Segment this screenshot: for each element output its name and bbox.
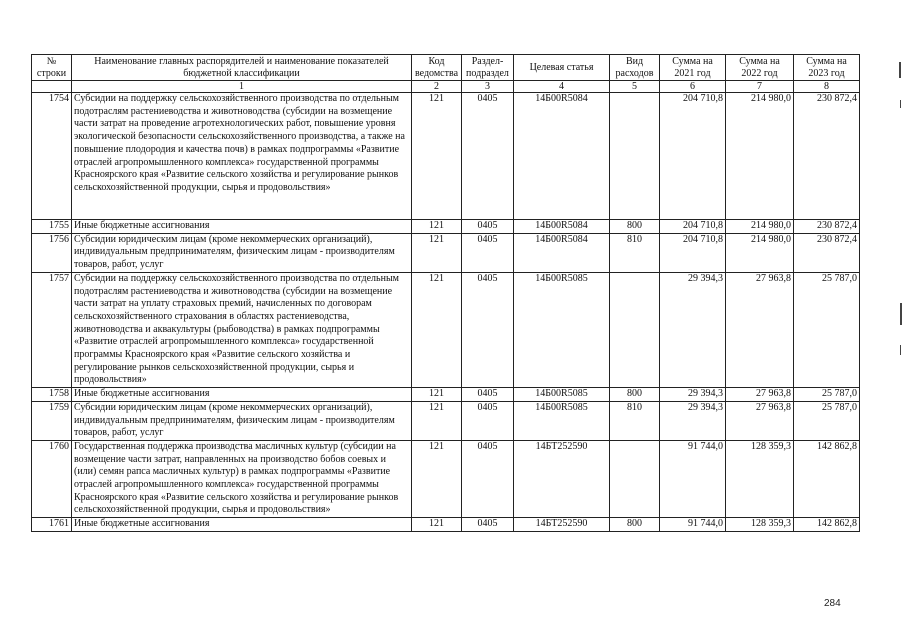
table-row (32, 401, 860, 440)
row-sum-2021: 29 394,3 (660, 388, 726, 402)
row-section: 0405 (462, 93, 514, 220)
row-number: 1761 (32, 518, 72, 532)
row-section: 0405 (462, 401, 514, 440)
row-target-article: 14БТ252590 (514, 518, 610, 532)
row-number: 1754 (32, 93, 72, 220)
row-sum-2021: 29 394,3 (660, 401, 726, 440)
row-expense-type: 800 (610, 388, 660, 402)
table-row (32, 518, 860, 532)
column-number: 2 (412, 81, 462, 93)
row-target-article: 14Б00R5085 (514, 272, 610, 387)
row-sum-2021: 204 710,8 (660, 93, 726, 220)
column-number: 1 (72, 81, 412, 93)
page-number: 284 (824, 598, 841, 609)
row-name: Субсидии на поддержку сельскохозяйственного производства по отдельным подотраслям растениеводства и животноводства (субсидии на возмещение части затрат на проведение агротехнологических работ, повышение уровня экологической безопасности сельскохозяйственного производства, а также на повышение плодородия и качества почв) в рамках подпрограммы «Развитие отраслей агропромышленного комплекса» государственной программы Красноярского края «Развитие сельского хозяйства и регулирование рынков сельскохозяйственной продукции, сырья и продовольствия» (72, 93, 412, 220)
row-sum-2021: 91 744,0 (660, 518, 726, 532)
row-expense-type (610, 272, 660, 387)
column-number: 7 (726, 81, 794, 93)
row-expense-type (610, 440, 660, 517)
row-number: 1760 (32, 440, 72, 517)
row-sum-2022: 27 963,8 (726, 272, 794, 387)
row-section: 0405 (462, 220, 514, 234)
header-expense-type: Вид расходов (610, 55, 660, 81)
row-sum-2021: 204 710,8 (660, 220, 726, 234)
row-sum-2022: 214 980,0 (726, 220, 794, 234)
row-ved-code: 121 (412, 272, 462, 387)
scan-edge-mark (900, 345, 901, 355)
row-target-article: 14Б00R5085 (514, 401, 610, 440)
table-row (32, 93, 860, 220)
row-expense-type: 800 (610, 518, 660, 532)
header-name: Наименование главных распорядителей и наименование показателей бюджетной классификации (72, 55, 412, 81)
header-row (32, 55, 860, 81)
row-number: 1759 (32, 401, 72, 440)
budget-table (31, 54, 860, 532)
row-sum-2023: 142 862,8 (794, 440, 860, 517)
row-target-article: 14Б00R5084 (514, 233, 610, 272)
row-section: 0405 (462, 440, 514, 517)
header-section: Раздел-подраздел (462, 55, 514, 81)
row-sum-2023: 25 787,0 (794, 388, 860, 402)
column-number: 8 (794, 81, 860, 93)
row-sum-2021: 29 394,3 (660, 272, 726, 387)
row-sum-2022: 128 359,3 (726, 518, 794, 532)
row-sum-2023: 230 872,4 (794, 220, 860, 234)
row-expense-type (610, 93, 660, 220)
header-sum-2023: Сумма на 2023 год (794, 55, 860, 81)
row-sum-2022: 128 359,3 (726, 440, 794, 517)
row-sum-2023: 25 787,0 (794, 272, 860, 387)
row-number: 1758 (32, 388, 72, 402)
row-ved-code: 121 (412, 401, 462, 440)
row-ved-code: 121 (412, 220, 462, 234)
row-section: 0405 (462, 518, 514, 532)
row-ved-code: 121 (412, 518, 462, 532)
row-sum-2021: 91 744,0 (660, 440, 726, 517)
row-name: Иные бюджетные ассигнования (72, 388, 412, 402)
row-expense-type: 800 (610, 220, 660, 234)
scan-edge-mark (900, 100, 901, 108)
table-row (32, 388, 860, 402)
row-name: Иные бюджетные ассигнования (72, 220, 412, 234)
row-ved-code: 121 (412, 440, 462, 517)
row-target-article: 14Б00R5084 (514, 93, 610, 220)
row-target-article: 14БТ252590 (514, 440, 610, 517)
row-name: Субсидии юридическим лицам (кроме некоммерческих организаций), индивидуальным предпринимателям, физическим лицам - производителям товаров, работ, услуг (72, 401, 412, 440)
row-sum-2022: 214 980,0 (726, 233, 794, 272)
scan-edge-mark (900, 303, 902, 325)
row-section: 0405 (462, 272, 514, 387)
column-number: 4 (514, 81, 610, 93)
row-sum-2022: 27 963,8 (726, 388, 794, 402)
row-ved-code: 121 (412, 93, 462, 220)
column-number-row (32, 81, 860, 93)
row-name: Государственная поддержка производства масличных культур (субсидии на возмещение части затрат, направленных на производство бобов соевых и (или) семян рапса масличных культур) в рамках подпрограммы «Развитие отраслей агропромышленного комплекса» государственной программы Красноярского края «Развитие сельского хозяйства и регулирование рынков сельскохозяйственной продукции, сырья и продовольствия» (72, 440, 412, 517)
header-ved-code: Код ведомства (412, 55, 462, 81)
table-row (32, 272, 860, 387)
column-number: 3 (462, 81, 514, 93)
row-sum-2022: 27 963,8 (726, 401, 794, 440)
row-sum-2022: 214 980,0 (726, 93, 794, 220)
row-sum-2023: 142 862,8 (794, 518, 860, 532)
row-target-article: 14Б00R5084 (514, 220, 610, 234)
row-section: 0405 (462, 388, 514, 402)
header-sum-2022: Сумма на 2022 год (726, 55, 794, 81)
scan-edge-mark (899, 62, 901, 78)
table-row (32, 233, 860, 272)
row-name: Субсидии юридическим лицам (кроме некоммерческих организаций), индивидуальным предпринимателям, физическим лицам - производителям товаров, работ, услуг (72, 233, 412, 272)
row-sum-2023: 230 872,4 (794, 93, 860, 220)
row-name: Субсидии на поддержку сельскохозяйственного производства по отдельным подотраслям растениеводства и животноводства (субсидии на возмещение части затрат на уплату страховых премий, начисленных по договорам сельскохозяйственного страхования в областях растениеводства, животноводства и аквакультуры (рыбоводства) в рамках подпрограммы «Развитие отраслей агропромышленного комплекса» государственной программы Красноярского края «Развитие сельского хозяйства и регулирование рынков сельскохозяйственной продукции, сырья и продовольствия» (72, 272, 412, 387)
row-expense-type: 810 (610, 401, 660, 440)
table-row (32, 440, 860, 517)
row-ved-code: 121 (412, 388, 462, 402)
row-number: 1755 (32, 220, 72, 234)
table-row (32, 220, 860, 234)
header-row-number: № строки (32, 55, 72, 81)
row-sum-2023: 230 872,4 (794, 233, 860, 272)
header-target-article: Целевая статья (514, 55, 610, 81)
row-sum-2021: 204 710,8 (660, 233, 726, 272)
row-expense-type: 810 (610, 233, 660, 272)
column-number-blank (32, 81, 72, 93)
row-target-article: 14Б00R5085 (514, 388, 610, 402)
row-ved-code: 121 (412, 233, 462, 272)
row-number: 1757 (32, 272, 72, 387)
row-name: Иные бюджетные ассигнования (72, 518, 412, 532)
column-number: 6 (660, 81, 726, 93)
header-sum-2021: Сумма на 2021 год (660, 55, 726, 81)
row-section: 0405 (462, 233, 514, 272)
column-number: 5 (610, 81, 660, 93)
row-sum-2023: 25 787,0 (794, 401, 860, 440)
row-number: 1756 (32, 233, 72, 272)
